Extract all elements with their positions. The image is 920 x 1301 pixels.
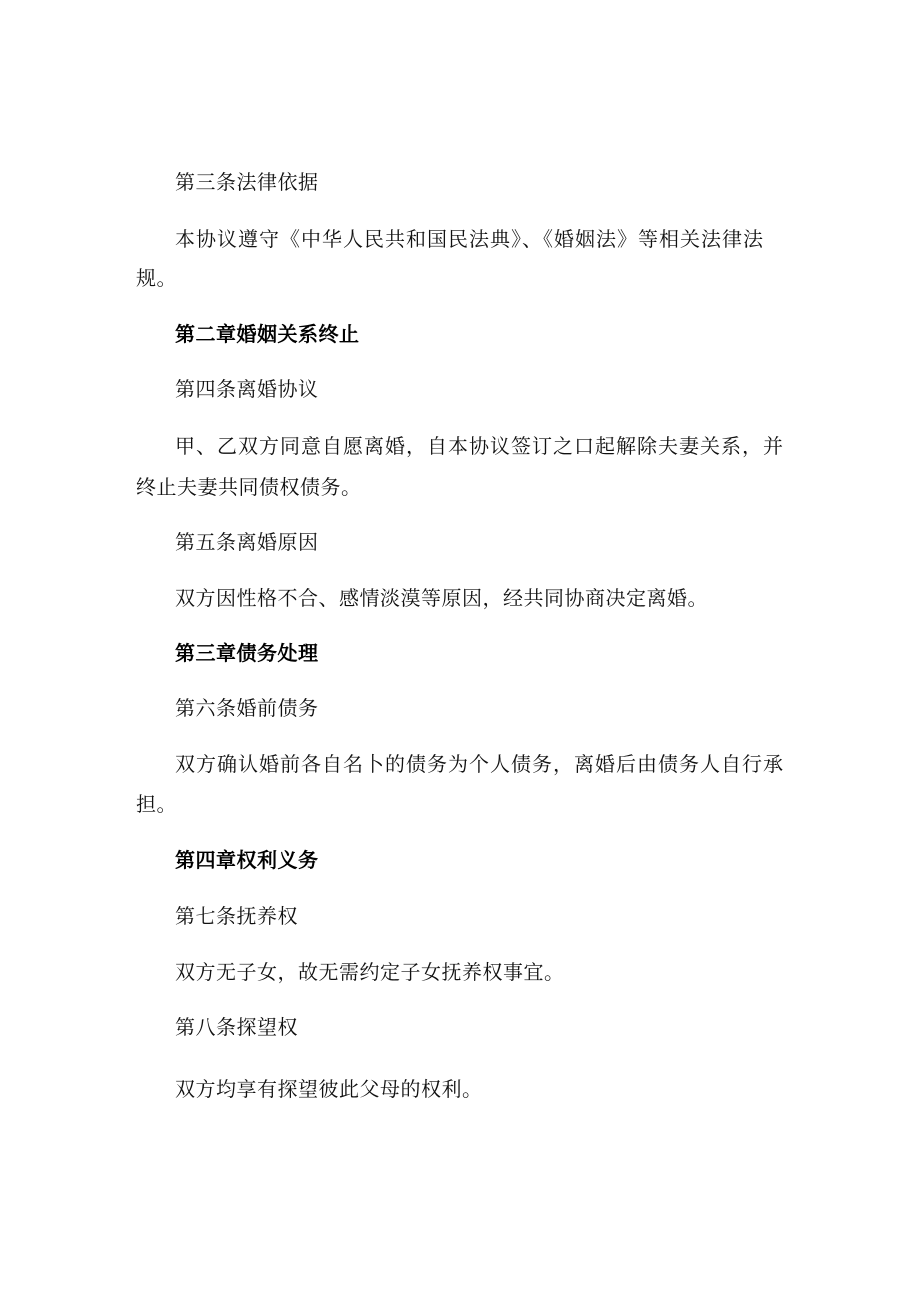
article-6-body-line-1: 双方确认婚前各自名卜的债务为个人债务，离婚后由债务人自行承 bbox=[175, 752, 784, 776]
chapter-4-heading: 第四章权利义务 bbox=[175, 848, 319, 872]
article-5-body: 双方因性格不合、感情淡漠等原因，经共同协商决定离婚。 bbox=[175, 586, 708, 610]
article-4-heading: 第四条离婚协议 bbox=[175, 377, 319, 401]
article-7-body: 双方无子女，故无需约定子女抚养权事宜。 bbox=[175, 960, 565, 984]
chapter-3-heading: 第三章债务处理 bbox=[175, 641, 319, 665]
article-3-heading: 第三条法律依据 bbox=[175, 170, 319, 194]
article-3-body-line-1: 本协议遵守《中华人民共和国民法典》、《婚姻法》等相关法律法 bbox=[175, 227, 764, 251]
chapter-2-heading: 第二章婚姻关系终止 bbox=[175, 322, 360, 346]
article-4-body-line-2: 终止夫妻共同债权债务。 bbox=[136, 475, 362, 499]
article-5-heading: 第五条离婚原因 bbox=[175, 530, 319, 554]
article-6-heading: 第六条婚前债务 bbox=[175, 696, 319, 720]
article-8-body: 双方均享有探望彼此父母的权利。 bbox=[175, 1077, 483, 1101]
article-4-body-line-1: 甲、乙双方同意自愿离婚，自本协议签订之口起解除夫妻关系，并 bbox=[175, 434, 784, 458]
article-3-body-line-2: 规。 bbox=[136, 266, 177, 290]
article-7-heading: 第七条抚养权 bbox=[175, 904, 298, 928]
article-6-body-line-2: 担。 bbox=[136, 792, 177, 816]
article-8-heading: 第八条探望权 bbox=[175, 1015, 298, 1039]
